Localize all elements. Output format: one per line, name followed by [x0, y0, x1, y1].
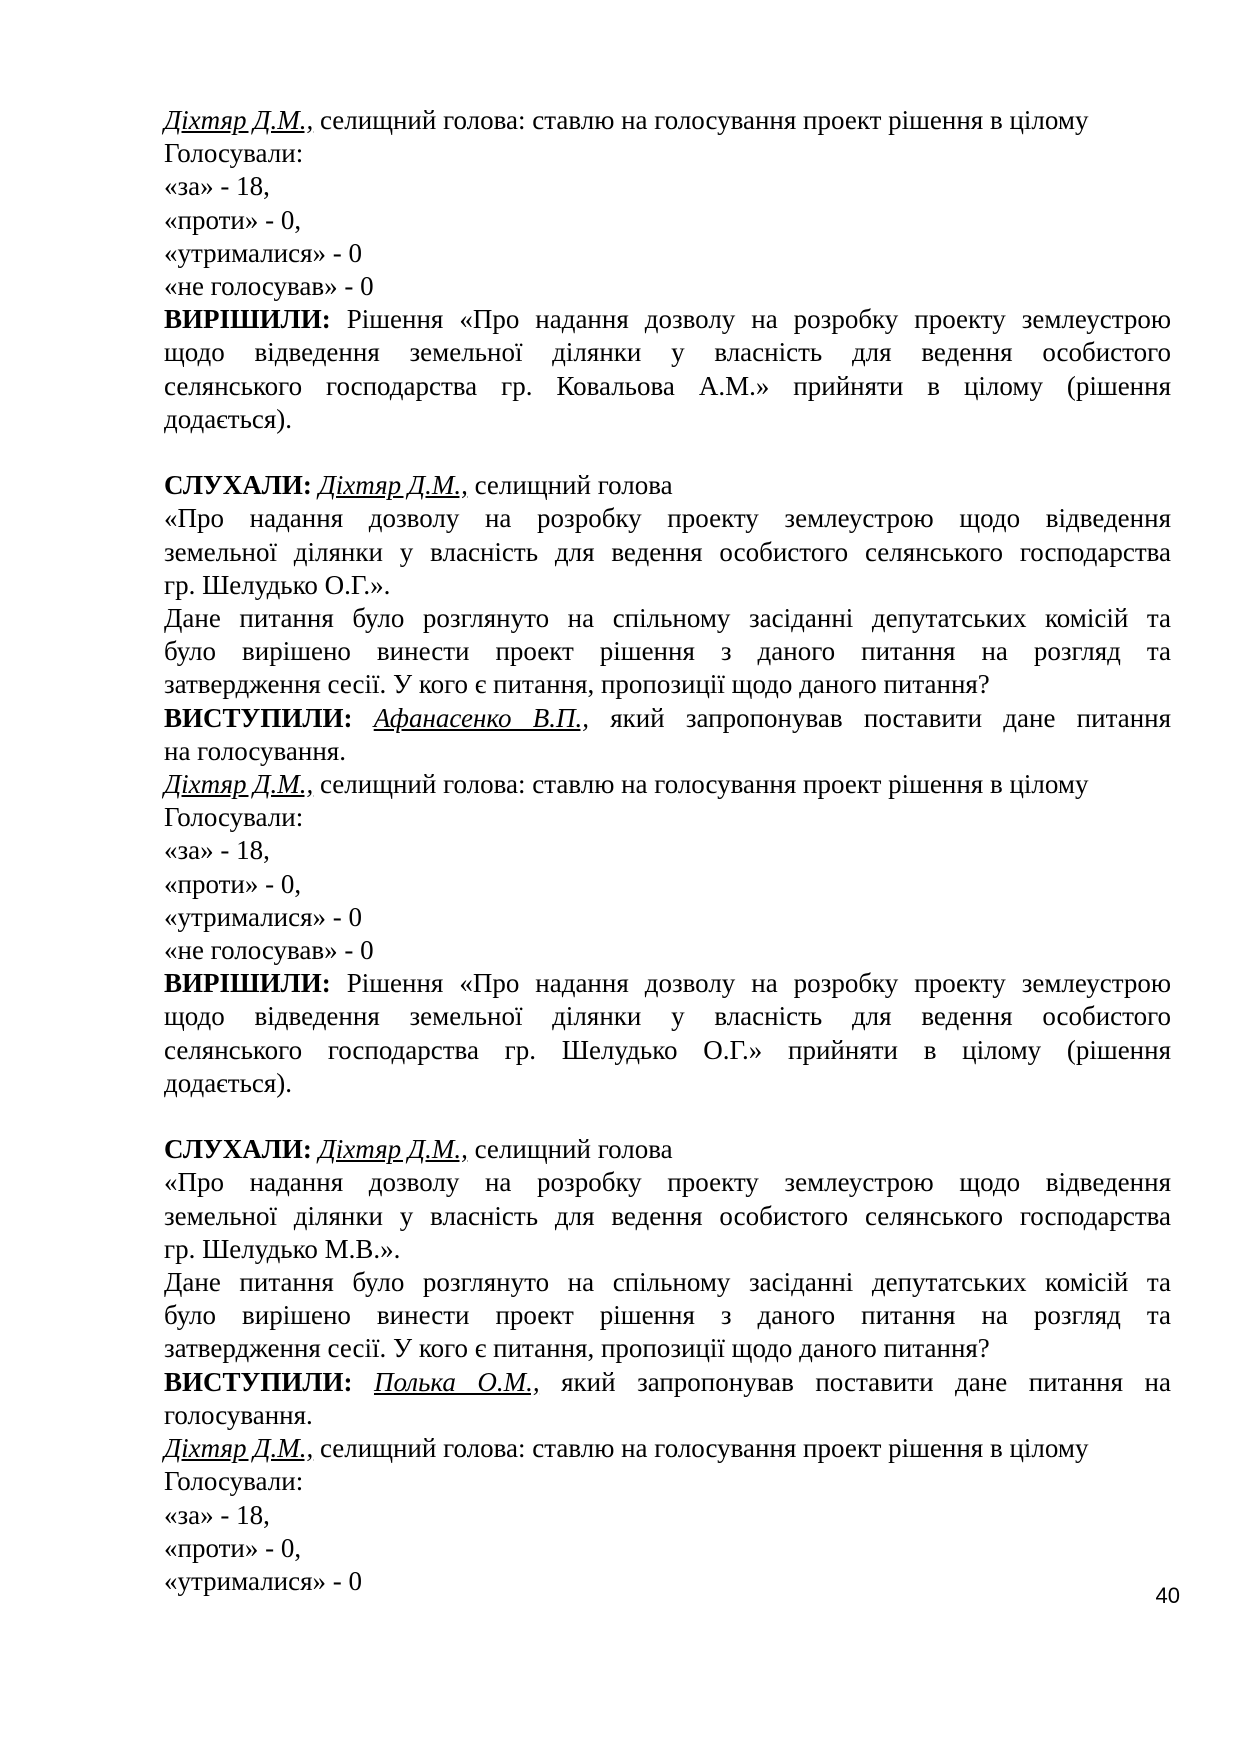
topic-line: земельної ділянки у власність для ведення особистого селянського господарства — [164, 536, 1171, 567]
voted-label: Голосували: — [164, 1466, 304, 1497]
vote-for: «за» - 18, — [164, 835, 270, 866]
heard-line: СЛУХАЛИ: Діхтяр Д.М., селищний голова — [164, 1134, 673, 1165]
topic-line: гр. Шелудько М.В.». — [164, 1233, 401, 1264]
vote-abstained: «утрималися» - 0 — [164, 901, 363, 932]
vote-abstained: «утрималися» - 0 — [164, 237, 363, 268]
topic-line: земельної ділянки у власність для ведення особистого селянського господарства — [164, 1200, 1171, 1231]
chair-name: Діхтяр Д.М., — [164, 1433, 314, 1464]
spoke-label: ВИСТУПИЛИ: — [164, 1366, 353, 1397]
agenda-item-sheludko-og — [164, 469, 1171, 1100]
chair-name: Діхтяр Д.М., — [318, 1134, 468, 1165]
vote-for: «за» - 18, — [164, 171, 270, 202]
spoke-line: ВИСТУПИЛИ: Полька О.М., який запропонував поставити дане питання на — [164, 1366, 1171, 1397]
info-line: було вирішено винести проект рішення з даного питання на розгляд та — [164, 636, 1171, 667]
info-line: затвердження сесії. У кого є питання, пропозиції щодо даного питання? — [164, 669, 990, 700]
decision-line: щодо відведення земельної ділянки у власність для ведення особистого — [164, 337, 1171, 368]
topic-line: гр. Шелудько О.Г.». — [164, 569, 391, 600]
paragraph-gap — [164, 436, 1171, 469]
vote-not-voted: «не голосував» - 0 — [164, 935, 374, 966]
vote-abstained: «утрималися» - 0 — [164, 1565, 363, 1596]
page-number: 40 — [1155, 1583, 1180, 1608]
info-line: було вирішено винести проект рішення з даного питання на розгляд та — [164, 1300, 1171, 1331]
heard-label: СЛУХАЛИ: — [164, 470, 312, 501]
voted-label: Голосували: — [164, 138, 304, 169]
decision-line: селянського господарства гр. Ковальова А.М.» прийняти в цілому (рішення — [164, 370, 1171, 401]
vote-against: «проти» - 0, — [164, 868, 302, 899]
vote-against: «проти» - 0, — [164, 1532, 302, 1563]
speaker-name: Полька О.М., — [373, 1366, 540, 1397]
decided-label: ВИРІШИЛИ: — [164, 304, 331, 335]
vote-intro: Діхтяр Д.М., селищний голова: ставлю на голосування проект рішення в цілому — [164, 105, 1089, 135]
decision-line: селянського господарства гр. Шелудько О.Г.» прийняти в цілому (рішення — [164, 1034, 1171, 1065]
info-line: Дане питання було розглянуто на спільному засіданні депутатських комісій та — [164, 1267, 1171, 1298]
chair-name: Діхтяр Д.М., — [164, 769, 314, 800]
decision-line: ВИРІШИЛИ: Рішення «Про надання дозволу на розробку проекту землеустрою — [164, 304, 1171, 335]
vote-for: «за» - 18, — [164, 1499, 270, 1530]
voted-label: Голосували: — [164, 802, 304, 833]
info-line: Дане питання було розглянуто на спільному засіданні депутатських комісій та — [164, 603, 1171, 634]
paragraph-gap — [164, 1100, 1171, 1133]
decision-line: ВИРІШИЛИ: Рішення «Про надання дозволу на розробку проекту землеустрою — [164, 968, 1171, 999]
vote-not-voted: «не голосував» - 0 — [164, 271, 374, 302]
decided-label: ВИРІШИЛИ: — [164, 968, 331, 999]
spoke-line: на голосування. — [164, 735, 346, 766]
topic-line: «Про надання дозволу на розробку проекту землеустрою щодо відведення — [164, 503, 1171, 534]
chair-name: Діхтяр Д.М., — [164, 105, 314, 135]
spoke-line: ВИСТУПИЛИ: Афанасенко В.П., який запропонував поставити дане питання — [164, 702, 1172, 733]
decision-line: додається). — [164, 403, 293, 434]
spoke-line: голосування. — [164, 1399, 313, 1430]
topic-line: «Про надання дозволу на розробку проекту землеустрою щодо відведення — [164, 1167, 1171, 1198]
spoke-label: ВИСТУПИЛИ: — [164, 702, 353, 733]
agenda-item-sheludko-mv — [164, 1133, 1171, 1598]
decision-line: щодо відведення земельної ділянки у власність для ведення особистого — [164, 1001, 1171, 1032]
agenda-item-kovalov — [164, 104, 1171, 436]
vote-intro: Діхтяр Д.М., селищний голова: ставлю на голосування проект рішення в цілому — [164, 1433, 1089, 1464]
document-page — [164, 104, 1171, 1598]
vote-intro: Діхтяр Д.М., селищний голова: ставлю на голосування проект рішення в цілому — [164, 769, 1089, 800]
heard-label: СЛУХАЛИ: — [164, 1134, 312, 1165]
info-line: затвердження сесії. У кого є питання, пропозиції щодо даного питання? — [164, 1333, 990, 1364]
chair-name: Діхтяр Д.М., — [318, 470, 468, 501]
decision-line: додається). — [164, 1067, 293, 1098]
speaker-name: Афанасенко В.П., — [373, 702, 589, 733]
vote-against: «проти» - 0, — [164, 204, 302, 235]
heard-line: СЛУХАЛИ: Діхтяр Д.М., селищний голова — [164, 470, 673, 501]
